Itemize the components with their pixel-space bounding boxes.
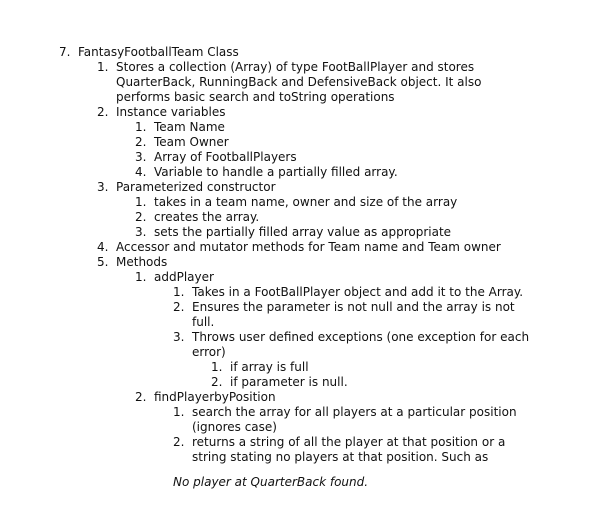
subitem-text: addPlayer <box>154 270 214 284</box>
subsubitem-text: Ensures the parameter is not null and the array is not <box>192 300 515 314</box>
subitem-number: 1. <box>135 120 147 134</box>
subitem-text: Team Name <box>154 120 225 134</box>
item-text: Accessor and mutator methods for Team name and Team owner <box>116 240 501 254</box>
subsubitem-text: error) <box>192 345 226 359</box>
item-text: Instance variables <box>116 105 226 119</box>
subitem-text: Array of FootballPlayers <box>154 150 297 164</box>
subitem-number: 2. <box>135 135 147 149</box>
level4-number: 1. <box>211 360 223 374</box>
subsubitem-number: 1. <box>173 285 185 299</box>
example-output: No player at QuarterBack found. <box>173 475 369 489</box>
subitem-number: 2. <box>135 210 147 224</box>
subsubitem-text: Takes in a FootBallPlayer object and add it to the Array. <box>192 285 524 299</box>
subsubitem-text: string stating no players at that position. Such as <box>192 450 489 464</box>
item-text: QuarterBack, RunningBack and DefensiveBack object. It also <box>116 75 482 89</box>
item-text: Methods <box>116 255 168 269</box>
subitem-text: findPlayerbyPosition <box>154 390 276 404</box>
item-number: 1. <box>97 60 109 74</box>
subsubitem-text: full. <box>192 315 215 329</box>
subitem-number: 4. <box>135 165 147 179</box>
subitem-number: 3. <box>135 150 147 164</box>
subitem-text: sets the partially filled array value as appropriate <box>154 225 452 239</box>
subitem-number: 2. <box>135 390 147 404</box>
item-text: Stores a collection (Array) of type FootBallPlayer and stores <box>116 60 475 74</box>
subitem-number: 1. <box>135 195 147 209</box>
subsubitem-number: 3. <box>173 330 185 344</box>
item-number: 4. <box>97 240 109 254</box>
subsubitem-number: 1. <box>173 405 185 419</box>
subsubitem-text: Throws user defined exceptions (one exception for each <box>192 330 530 344</box>
subitem-text: Team Owner <box>154 135 229 149</box>
item-number: 2. <box>97 105 109 119</box>
item-text: Parameterized constructor <box>116 180 276 194</box>
subsubitem-text: search the array for all players at a particular position <box>192 405 517 419</box>
level4-text: if parameter is null. <box>230 375 348 389</box>
subsubitem-number: 2. <box>173 435 185 449</box>
subitem-text: creates the array. <box>154 210 260 224</box>
subitem-number: 1. <box>135 270 147 284</box>
section-title: FantasyFootballTeam Class <box>78 45 239 59</box>
level4-number: 2. <box>211 375 223 389</box>
item-number: 3. <box>97 180 109 194</box>
section-number: 7. <box>59 45 71 59</box>
subsubitem-text: returns a string of all the player at that position or a <box>192 435 506 449</box>
subitem-text: Variable to handle a partially filled array. <box>154 165 398 179</box>
subitem-text: takes in a team name, owner and size of the array <box>154 195 458 209</box>
level4-text: if array is full <box>230 360 309 374</box>
subsubitem-text: (ignores case) <box>192 420 277 434</box>
subitem-number: 3. <box>135 225 147 239</box>
subsubitem-number: 2. <box>173 300 185 314</box>
item-text: performs basic search and toString operations <box>116 90 395 104</box>
item-number: 5. <box>97 255 109 269</box>
